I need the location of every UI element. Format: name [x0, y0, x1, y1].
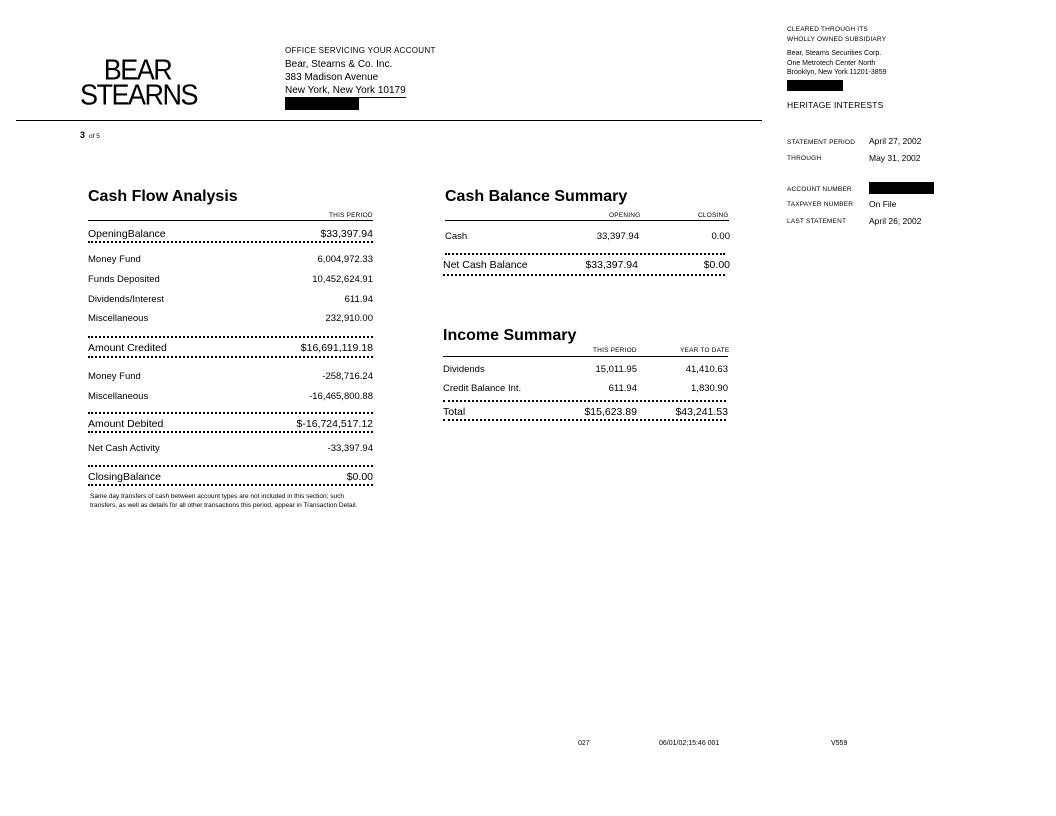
dotted-rule [443, 400, 726, 402]
clearing-line-1: CLEARED THROUGH ITS [787, 26, 868, 33]
income-top-rule [443, 356, 728, 357]
last-statement-value: April 26, 2002 [869, 216, 922, 226]
closing-balance-row [88, 471, 373, 485]
page-current: 3 [80, 130, 86, 140]
debit-row [88, 371, 373, 385]
cash-flow-note: Same day transfers of cash between account types are not included in this section; such transfers, as well as details for all other transactions this period, appear in Transaction Detail. [90, 493, 358, 509]
net-cash-balance-closing: $0.00 [703, 259, 730, 271]
net-cash-activity-row [88, 443, 373, 457]
last-statement-label: LAST STATEMENT [787, 218, 847, 225]
cash-label: Cash [445, 231, 468, 242]
through-label: THROUGH [787, 155, 822, 162]
opening-balance-row [88, 228, 373, 242]
credit-value: 232,910.00 [325, 313, 373, 324]
closing-balance-label: ClosingBalance [88, 471, 161, 483]
amount-debited-label: Amount Debited [88, 418, 164, 430]
net-cash-activity-value: -33,397.94 [327, 443, 373, 454]
dotted-rule [88, 336, 373, 338]
cash-flow-top-rule [88, 220, 373, 221]
income-row [443, 364, 728, 378]
logo-line-2: STEARNS [80, 79, 198, 111]
cash-balance-col-closing: CLOSING [698, 212, 729, 219]
cash-flow-title: Cash Flow Analysis [88, 188, 238, 205]
clearing-line-2: WHOLLY OWNED SUBSIDIARY [787, 35, 887, 43]
cash-row [445, 231, 730, 245]
office-street: 383 Madison Avenue [285, 72, 379, 83]
taxpayer-value: On File [869, 199, 897, 209]
debit-value: -258,716.24 [322, 371, 373, 382]
credit-value: 6,004,972.33 [317, 254, 373, 265]
cash-balance-top-rule [445, 220, 729, 221]
office-header: OFFICE SERVICING YOUR ACCOUNT [285, 46, 436, 55]
credit-row [88, 254, 373, 268]
logo-line-1: BEAR [103, 54, 172, 86]
amount-credited-row [88, 342, 373, 356]
page-number [80, 130, 100, 140]
account-number-label: ACCOUNT NUMBER [787, 186, 852, 193]
income-total-period: $15,623.89 [584, 406, 637, 418]
cash-closing-value: 0.00 [711, 231, 730, 242]
footer-code-3: V559 [831, 740, 848, 747]
footer-code-1: 027 [578, 740, 590, 747]
dotted-rule [88, 412, 373, 414]
income-summary-title: Income Summary [443, 327, 577, 344]
page-of: of 5 [89, 133, 100, 140]
income-label: Dividends [443, 364, 485, 375]
clearing-name: Bear, Stearns Securities Corp. [787, 50, 882, 57]
income-row [443, 383, 728, 397]
net-cash-balance-opening: $33,397.94 [585, 259, 638, 271]
debit-row [88, 391, 373, 405]
redacted-block [285, 98, 359, 110]
account-number-redacted [869, 182, 934, 194]
amount-credited-label: Amount Credited [88, 342, 167, 354]
dotted-rule [443, 274, 725, 276]
statement-period-value: April 27, 2002 [869, 136, 922, 146]
net-cash-balance-row [443, 259, 730, 273]
dotted-rule [88, 356, 373, 358]
credit-label: Miscellaneous [88, 313, 149, 324]
credit-label: Dividends/Interest [88, 294, 165, 305]
dotted-rule [88, 241, 373, 243]
amount-debited-value: $-16,724,517.12 [296, 418, 373, 430]
office-city: New York, New York 10179 [285, 85, 406, 96]
credit-row [88, 313, 373, 327]
footer-code-2: 06/01/02;15:46 001 [659, 740, 720, 747]
net-cash-balance-label: Net Cash Balance [443, 259, 528, 271]
amount-debited-row [88, 418, 373, 432]
closing-balance-value: $0.00 [346, 471, 373, 483]
credit-value: 10,452,624.91 [312, 274, 373, 285]
header-divider [16, 120, 762, 121]
statement-period-label: STATEMENT PERIOD [787, 139, 856, 146]
income-col-period: THIS PERIOD [593, 347, 637, 354]
cash-balance-title: Cash Balance Summary [445, 188, 628, 205]
opening-balance-label: OpeningBalance [88, 228, 166, 240]
income-label: Credit Balance Int. [443, 383, 522, 394]
office-address-block [285, 44, 436, 110]
dotted-rule [443, 419, 726, 421]
income-period-value: 15,011.95 [595, 364, 637, 375]
opening-balance-value: $33,397.94 [320, 228, 373, 240]
debit-value: -16,465,800.88 [309, 391, 373, 402]
account-holder-name: HERITAGE INTERESTS [787, 99, 884, 110]
credit-row [88, 294, 373, 308]
office-name: Bear, Stearns & Co. Inc. [285, 59, 393, 70]
clearing-street: One Metrotech Center North [787, 59, 876, 67]
dotted-rule [445, 253, 725, 255]
income-col-ytd: YEAR TO DATE [680, 347, 730, 354]
debit-label: Money Fund [88, 371, 141, 382]
income-period-value: 611.94 [608, 383, 637, 394]
income-total-ytd: $43,241.53 [675, 406, 728, 418]
clearing-block [787, 25, 947, 110]
taxpayer-label: TAXPAYER NUMBER [787, 201, 854, 208]
clearing-city: Brooklyn, New York 11201-3859 [787, 69, 887, 76]
income-ytd-value: 41,410.63 [685, 364, 728, 375]
credit-label: Money Fund [88, 254, 141, 265]
dotted-rule [88, 484, 373, 486]
through-value: May 31, 2002 [869, 153, 921, 163]
cash-flow-col-header: THIS PERIOD [329, 212, 373, 219]
credit-label: Funds Deposited [88, 274, 160, 285]
income-ytd-value: 1,830.90 [691, 383, 728, 394]
bear-stearns-logo [80, 54, 198, 111]
credit-value: 611.94 [344, 294, 373, 305]
credit-row [88, 274, 373, 288]
income-total-row [443, 406, 728, 420]
redacted-block [787, 80, 843, 91]
cash-opening-value: 33,397.94 [596, 231, 639, 242]
cash-balance-col-opening: OPENING [609, 212, 641, 219]
debit-label: Miscellaneous [88, 391, 149, 402]
dotted-rule [88, 431, 373, 433]
net-cash-activity-label: Net Cash Activity [88, 443, 160, 454]
dotted-rule [88, 465, 373, 467]
amount-credited-value: $16,691,119.18 [300, 342, 373, 354]
income-total-label: Total [443, 406, 466, 418]
